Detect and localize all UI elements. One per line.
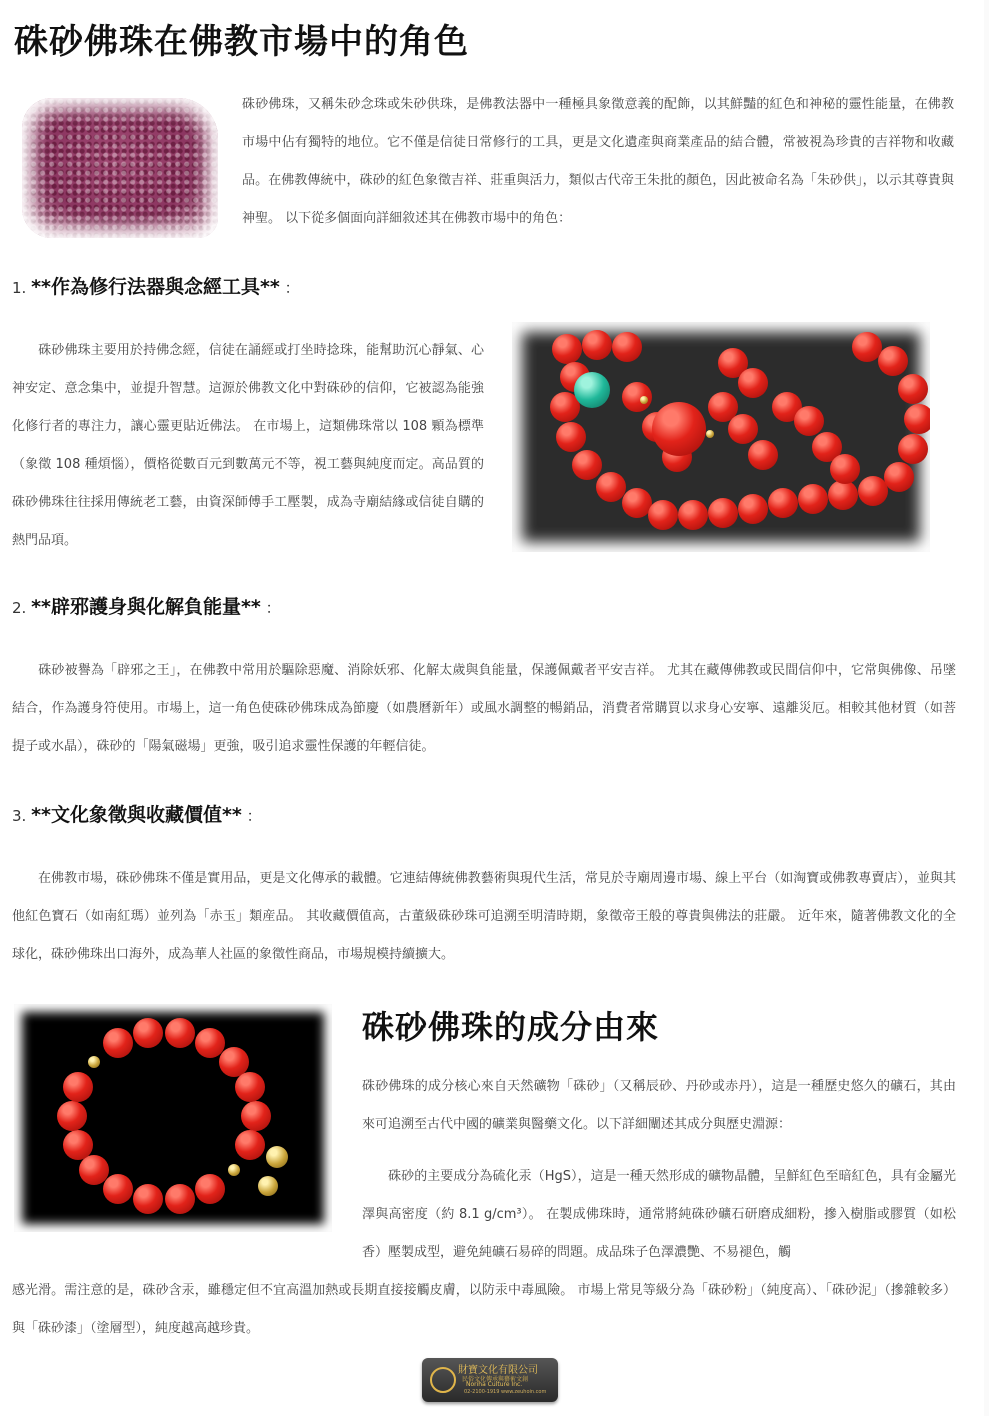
red-bead — [165, 1184, 195, 1214]
red-bead — [738, 494, 768, 524]
red-bead — [798, 484, 828, 514]
company-logo — [422, 1358, 558, 1402]
section-colon: ： — [265, 599, 281, 617]
gold-spacer-bead — [640, 396, 648, 404]
logo-english-name: Noriha Culture Inc. — [466, 1381, 523, 1388]
cinnabar-granules-image — [22, 98, 218, 238]
red-bead — [830, 454, 860, 484]
page-edge — [984, 0, 989, 1416]
logo-contact: 02-2100-1919 www.zeuhoin.com — [464, 1389, 547, 1395]
logo-tagline: 民俗文化傳承與藝術文創 — [462, 1376, 529, 1383]
red-bead — [652, 402, 706, 456]
red-bead — [235, 1130, 265, 1160]
red-bead — [63, 1130, 93, 1160]
gold-spacer-bead — [88, 1056, 100, 1068]
section-colon: ： — [284, 279, 300, 297]
section-heading-text: **文化象徵與收藏價值** — [31, 804, 242, 826]
red-bead — [622, 382, 652, 412]
section-colon: ： — [246, 807, 262, 825]
logo-mark-icon — [430, 1367, 456, 1393]
section-body-2: 硃砂被譽為「辟邪之王」，在佛教中常用於驅除惡魔、消除妖邪、化解太歲與負能量，保護佩戴者平安吉祥。 尤其在藏傳佛教或民間信仰中，它常與佛像、吊墜結合，作為護身符使用。市場上，這一角色使硃砂佛珠成為節慶（如農曆新年）或風水調整的暢銷品，消費者常購買以求身心安寧、遠離災厄。相較其他材質（如菩提子或水晶），硃砂的「陽氣磁場」更強，吸引追求靈性保護的年輕信徒。 — [12, 663, 956, 754]
red-bead — [612, 332, 642, 362]
red-bead — [878, 346, 908, 376]
red-bead — [133, 1184, 163, 1214]
section-body-1: 硃砂佛珠主要用於持佛念經，信徒在誦經或打坐時捻珠，能幫助沉心靜氣、心神安定、意念集中，並提升智慧。這源於佛教文化中對硃砂的信仰，它被認為能強化修行者的專注力，讓心靈更貼近佛法。 在市場上，這類佛珠常以 108 顆為標準（象徵 108 種煩惱），價格從數百元到數萬元不等，視工藝與純度而定。高品質的硃砂佛珠往往採用傳統老工藝，由資深師傅手工壓製，成為寺廟結緣或信徒自購的熱門品項。 — [12, 343, 484, 548]
red-bead — [748, 440, 778, 470]
section-heading-text: **作為修行法器與念經工具** — [31, 276, 280, 298]
red-bead — [898, 374, 928, 404]
red-bead — [195, 1174, 225, 1204]
red-bead — [556, 422, 586, 452]
red-bead — [768, 488, 798, 518]
section-heading-1 — [12, 272, 300, 299]
red-bead — [79, 1155, 109, 1185]
gold-spacer-bead — [266, 1146, 288, 1168]
section2-title: 硃砂佛珠的成分由來 — [362, 1008, 660, 1046]
red-bead — [552, 334, 582, 364]
red-bead — [582, 330, 612, 360]
red-bead-bracelet-photo — [14, 1004, 332, 1232]
section2-body-part2: 感光滑。需注意的是，硃砂含汞，雖穩定但不宜高溫加熱或長期直接接觸皮膚，以防汞中毒風險。 市場上常見等級分為「硃砂粉」（純度高）、「硃砂泥」（摻雜較多）與「硃砂漆」（塗層型），純度越高越珍貴。 — [12, 1283, 956, 1336]
red-bead — [898, 434, 928, 464]
red-bead — [63, 1072, 93, 1102]
section-body-3: 在佛教市場，硃砂佛珠不僅是實用品，更是文化傳承的載體。它連結傳統佛教藝術與現代生活，常見於寺廟周邊市場、線上平台（如淘寶或佛教專賣店），並與其他紅色寶石（如南紅瑪）並列為「赤玉」類産品。 其收藏價值高，古董級硃砂珠可追溯至明清時期，象徵帝王般的尊貴與佛法的莊嚴。 近年來，隨著佛教文化的全球化，硃砂佛珠出口海外，成為華人社區的象徵性商品，市場規模持續擴大。 — [12, 871, 956, 962]
red-bead — [678, 500, 708, 530]
section2-intro: 硃砂佛珠的成分核心來自天然礦物「硃砂」（又稱辰砂、丹砂或赤丹），這是一種歷史悠久的礦石，其由來可追溯至古代中國的礦業與醫藥文化。以下詳細闡述其成分與歷史淵源： — [362, 1079, 956, 1132]
section-heading-text: **辟邪護身與化解負能量** — [31, 596, 261, 618]
section-number: 3. — [12, 807, 27, 825]
red-bead — [828, 480, 858, 510]
red-bead — [904, 404, 930, 434]
red-bead — [103, 1174, 133, 1204]
intro-paragraph: 硃砂佛珠，又稱朱砂念珠或朱砂供珠，是佛教法器中一種極具象徵意義的配飾，以其鮮豔的紅色和神秘的靈性能量，在佛教市場中佔有獨特的地位。它不僅是信徒日常修行的工具，更是文化遺產與商業產品的結合體，常被視為珍貴的吉祥物和收藏品。在佛教傳統中，硃砂的紅色象徵吉祥、莊重與活力，類似古代帝王朱批的顏色，因此被命名為「朱砂供」，以示其尊貴與神聖。 以下從多個面向詳細敘述其在佛教市場中的角色： — [242, 97, 954, 226]
gold-spacer-bead — [228, 1164, 240, 1176]
red-bead — [241, 1101, 271, 1131]
gold-spacer-bead — [706, 430, 714, 438]
gold-spacer-bead — [258, 1176, 278, 1196]
red-bead — [572, 450, 602, 480]
red-bead — [57, 1101, 87, 1131]
red-bead — [165, 1018, 195, 1048]
red-bead — [103, 1028, 133, 1058]
red-bead — [884, 462, 914, 492]
red-bead — [133, 1018, 163, 1048]
section2-body-part1: 硃砂的主要成分為硫化汞（HgS），這是一種天然形成的礦物晶體，呈鮮紅色至暗紅色，具有金屬光澤與高密度（約 8.1 g/cm³）。 在製成佛珠時，通常將純硃砂礦石研磨成細粉，摻入樹脂或膠質（如松香）壓製成型，避免純礦石易碎的問題。成品珠子色澤濃艷、不易褪色，觸 — [362, 1169, 956, 1260]
red-bead — [728, 414, 758, 444]
red-bead — [738, 368, 768, 398]
teal-bead — [574, 372, 610, 408]
section-number: 1. — [12, 279, 27, 297]
logo-company-name: 財寶文化有限公司 — [458, 1365, 538, 1376]
page-title: 硃砂佛珠在佛教市場中的角色 — [14, 22, 469, 62]
red-bead — [648, 500, 678, 530]
section-heading-2 — [12, 592, 281, 619]
red-bead — [235, 1072, 265, 1102]
red-bead — [852, 332, 882, 362]
red-bead — [794, 406, 824, 436]
red-bead — [708, 498, 738, 528]
red-bead — [596, 472, 626, 502]
red-bead-necklace-photo — [512, 322, 930, 552]
section-heading-3 — [12, 800, 262, 827]
section-number: 2. — [12, 599, 27, 617]
